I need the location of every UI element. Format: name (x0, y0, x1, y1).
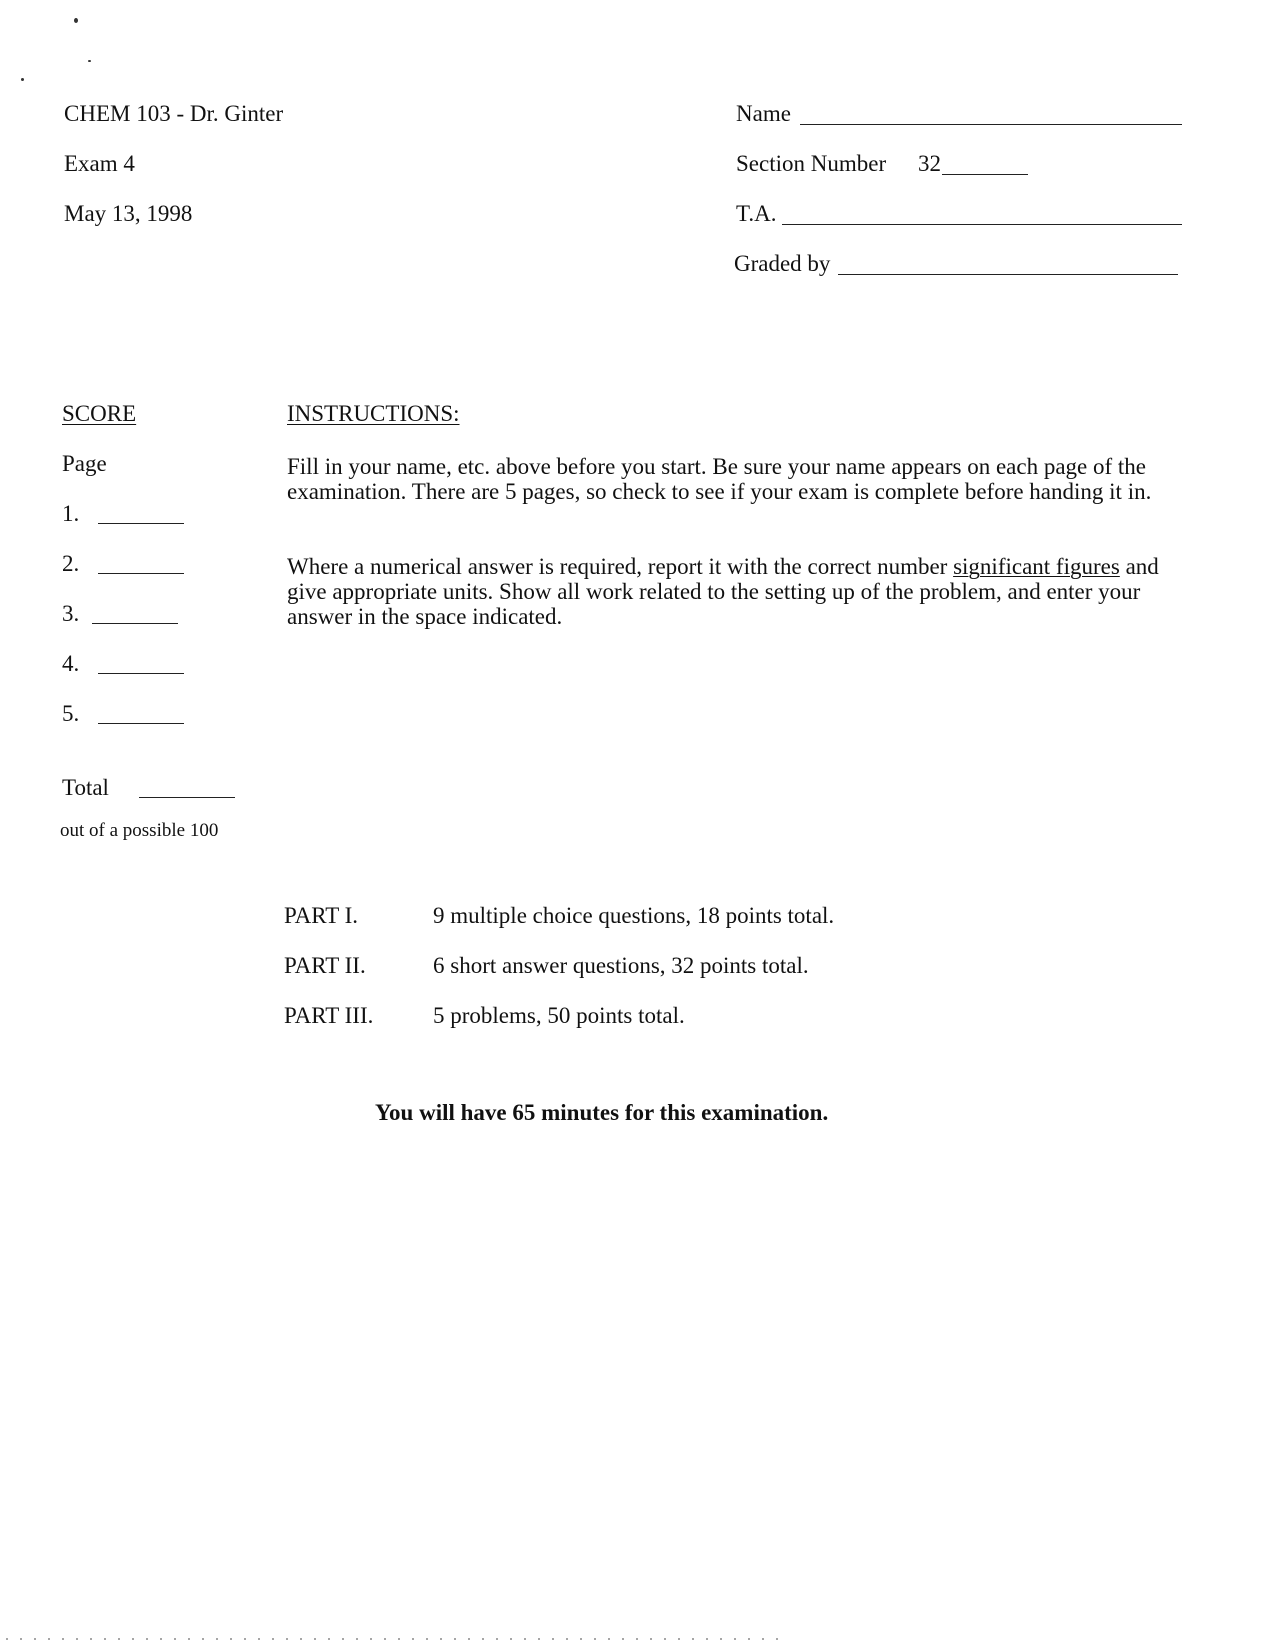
instructions-paragraph-2 (287, 554, 1167, 629)
page-3-score-blank[interactable] (92, 623, 178, 624)
para2-text-before: Where a numerical answer is required, report it with the correct number (287, 554, 954, 579)
name-label: Name (736, 101, 791, 126)
exam-date: May 13, 1998 (64, 201, 193, 226)
course-title: CHEM 103 - Dr. Ginter (64, 101, 284, 126)
ta-label: T.A. (736, 201, 777, 226)
page-3-label: 3. (62, 601, 80, 626)
time-limit-note: You will have 65 minutes for this examination. (375, 1100, 829, 1125)
page-1-label: 1. (62, 501, 80, 526)
part-1-label: PART I. (284, 903, 359, 928)
part-3-description: 5 problems, 50 points total. (433, 1003, 685, 1028)
total-label: Total (62, 775, 109, 800)
part-2-label: PART II. (284, 953, 366, 978)
significant-figures-underline: significant figures (953, 554, 1120, 579)
part-2-description: 6 short answer questions, 32 points total. (433, 953, 809, 978)
graded-by-label: Graded by (734, 251, 831, 276)
total-score-blank[interactable] (139, 797, 235, 798)
page-1-score-blank[interactable] (98, 523, 184, 524)
section-value: 32 (918, 151, 941, 176)
section-label: Section Number (736, 151, 887, 176)
scan-speck (74, 18, 78, 23)
page-5-label: 5. (62, 701, 80, 726)
instructions-heading: INSTRUCTIONS: (287, 401, 460, 426)
para2-text-after: and give appropriate units. Show all work related to the setting up of the problem, and enter your answer in the space indicated. (287, 554, 1159, 629)
graded-by-blank[interactable] (838, 274, 1178, 275)
page-4-score-blank[interactable] (98, 673, 184, 674)
exam-number: Exam 4 (64, 151, 135, 176)
instructions-paragraph-1: Fill in your name, etc. above before you start. Be sure your name appears on each page of the examination. There are 5 pages, so check to see if your exam is complete before handing it in. (287, 454, 1152, 504)
ta-blank[interactable] (782, 224, 1182, 225)
possible-points: out of a possible 100 (60, 820, 219, 841)
scan-speck (21, 78, 24, 81)
page-4-label: 4. (62, 651, 80, 676)
scan-speck (88, 60, 91, 62)
page-2-label: 2. (62, 551, 80, 576)
page-5-score-blank[interactable] (98, 723, 184, 724)
name-blank[interactable] (800, 124, 1182, 125)
page-label: Page (62, 451, 107, 476)
part-3-label: PART III. (284, 1003, 374, 1028)
score-heading: SCORE (62, 401, 137, 426)
part-1-description: 9 multiple choice questions, 18 points total. (433, 903, 835, 928)
page-2-score-blank[interactable] (98, 573, 184, 574)
section-blank[interactable] (942, 174, 1028, 175)
scan-noise-dots (0, 1638, 780, 1640)
